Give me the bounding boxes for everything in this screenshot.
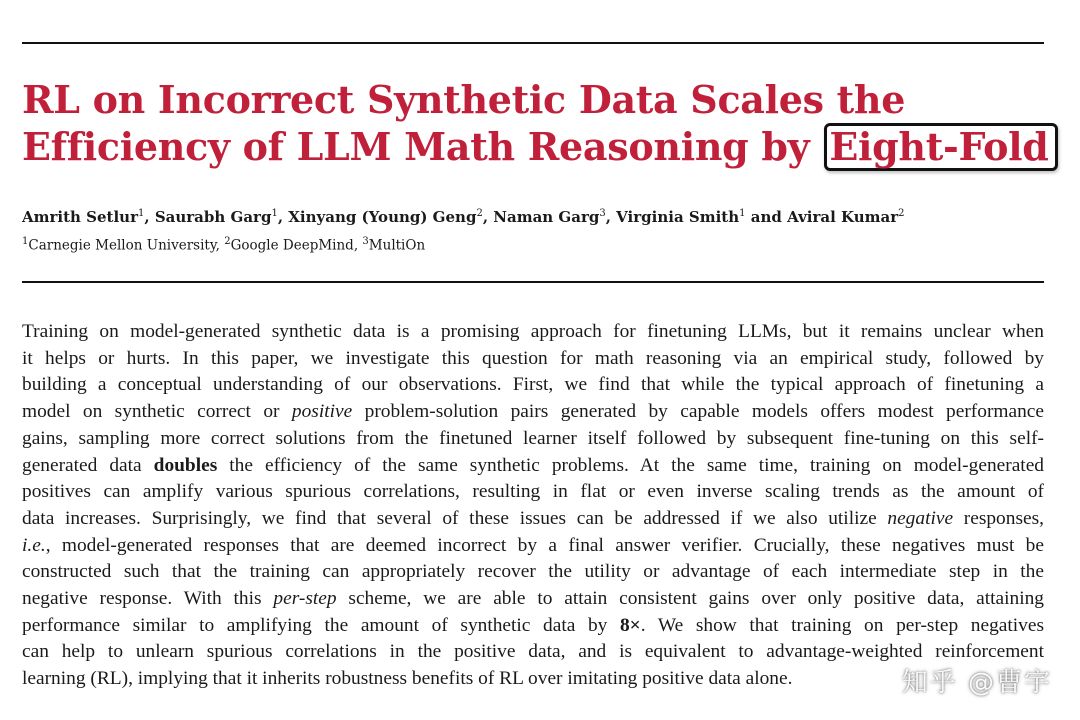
emphasis-positive: positive	[291, 401, 353, 423]
author-name: Aviral Kumar	[787, 208, 899, 226]
emphasis-ie: i.e.	[22, 534, 46, 556]
section-rule	[22, 281, 1044, 283]
title-highlight-box: Eight-Fold	[824, 123, 1057, 171]
emphasis-doubles: doubles	[153, 454, 218, 476]
abstract-line: can help to unlearn spurious correlations in the positive data, and is equivalent to advantage-weighted reinforcement	[22, 641, 1044, 663]
affiliations: $^1$Carnegie Mellon University, $^2$Google DeepMind, $^3$MultiOn	[22, 236, 426, 254]
top-rule	[22, 42, 1044, 44]
paper-title	[22, 76, 1052, 171]
abstract-text: generated data	[22, 454, 154, 476]
abstract-line	[22, 453, 1044, 480]
abstract-text: the efficiency of the same synthetic problems. At the same time, training on model-generated	[217, 454, 1045, 476]
author-affil-mark: 2	[476, 208, 483, 219]
author-name: Virginia Smith	[616, 208, 740, 226]
title-line-1: RL on Incorrect Synthetic Data Scales the	[22, 77, 906, 122]
abstract-text: performance similar to amplifying the amount of synthetic data by	[22, 614, 620, 636]
author-list: Amrith Setlur$^1$, Saurabh Garg$^1$, Xinyang (Young) Geng$^2$, Naman Garg$^3$, Virginia Smith$^1$ and Aviral Kumar$^2$	[22, 208, 905, 226]
abstract-line: it helps or hurts. In this paper, we investigate this question for math reasoning via an empirical study, followed by	[22, 347, 1044, 369]
abstract-text: model on synthetic correct or	[22, 401, 292, 423]
author-affil-mark: 1	[739, 208, 746, 219]
abstract-line	[22, 613, 1044, 640]
emphasis-per-step: per-step	[273, 588, 337, 610]
abstract-text: scheme, we are able to attain consistent gains over only positive data, attaining	[336, 588, 1044, 610]
author-affil-mark: 1	[137, 208, 145, 219]
abstract-text: responses,	[953, 507, 1044, 529]
affiliation-name: Carnegie Mellon University	[28, 237, 216, 254]
emphasis-negative: negative	[887, 507, 954, 529]
abstract-line	[22, 506, 1044, 533]
abstract-text: . We show that training on per-step negatives	[640, 614, 1044, 636]
zhihu-watermark: 知乎 @曹宇	[901, 668, 1052, 698]
affil-mark: 1	[22, 236, 29, 247]
author-affil-mark: 3	[599, 208, 606, 219]
abstract-line: building a conceptual understanding of our observations. First, we find that while the typical approach of finetuning a	[22, 374, 1044, 396]
abstract-text: negative response. With this	[22, 588, 274, 610]
abstract-text: problem-solution pairs generated by capable models offers modest performance	[352, 401, 1045, 423]
emphasis-8x: 8×	[619, 614, 641, 636]
abstract-line: learning (RL), implying that it inherits robustness benefits of RL over imitating positive data alone.	[22, 668, 793, 690]
author-name: Naman Garg	[493, 208, 600, 226]
affil-mark: 3	[362, 236, 369, 247]
abstract-line	[22, 533, 1044, 560]
author-affil-mark: 2	[898, 208, 905, 219]
author-name: Xinyang (Young) Geng	[288, 208, 477, 226]
abstract-text: , model-generated responses that are deemed incorrect by a final answer verifier. Crucially, these negatives must be	[45, 534, 1044, 556]
abstract-line: constructed such that the training can appropriately recover the utility or advantage of each intermediate step in the	[22, 561, 1044, 583]
author-name: Amrith Setlur	[22, 208, 138, 226]
abstract-line	[22, 399, 1044, 426]
abstract-line: Training on model-generated synthetic data is a promising approach for finetuning LLMs, but it remains unclear when	[22, 321, 1044, 342]
abstract-line	[22, 586, 1044, 613]
affiliation-name: MultiOn	[368, 237, 426, 254]
affiliation-name: Google DeepMind	[230, 237, 354, 254]
author-affil-mark: 1	[271, 208, 278, 219]
abstract-line: gains, sampling more correct solutions from the finetuned learner itself followed by subsequent fine-tuning on this self-	[22, 427, 1044, 449]
author-name: Saurabh Garg	[154, 208, 272, 226]
abstract	[22, 319, 1044, 693]
abstract-line: positives can amplify various spurious correlations, resulting in flat or even inverse scaling trends as the amount of	[22, 481, 1044, 503]
title-line-2-text: Efficiency of LLM Math Reasoning by	[22, 124, 823, 169]
affil-mark: 2	[224, 236, 231, 247]
title-line-2	[22, 123, 1052, 171]
abstract-text: data increases. Surprisingly, we find that several of these issues can be addressed if we also utilize	[22, 507, 888, 529]
